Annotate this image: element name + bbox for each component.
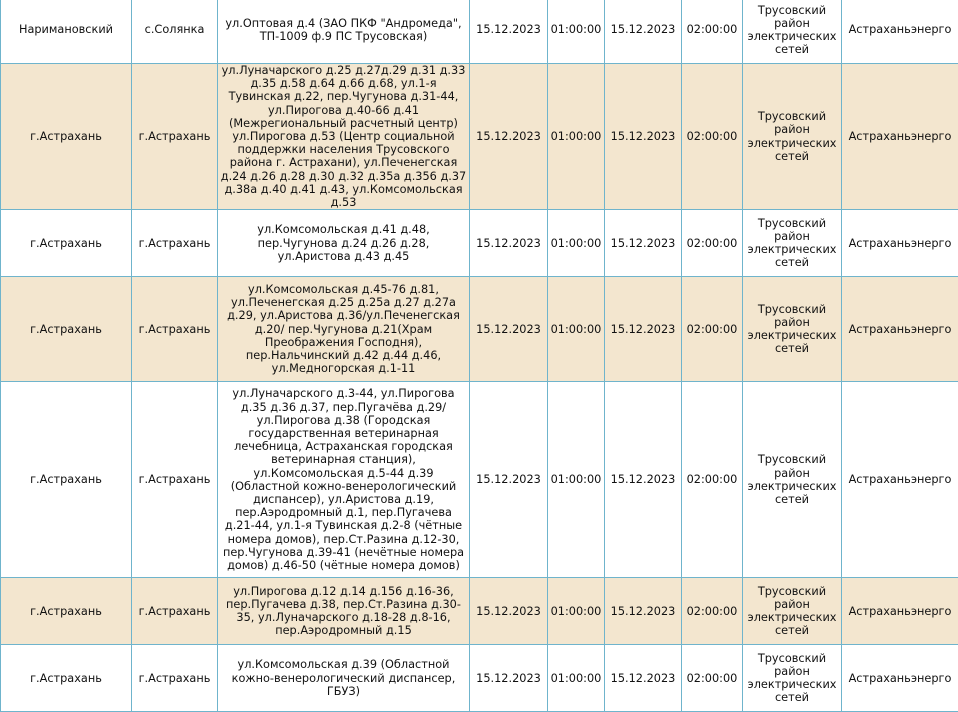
table-row <box>1 382 958 578</box>
end-date-cell: 15.12.2023 <box>605 64 682 210</box>
address-cell: ул.Оптовая д.4 (ЗАО ПКФ "Андромеда", ТП-1009 ф.9 ПС Трусовская) <box>218 0 470 64</box>
company-cell: Астраханьэнерго <box>842 64 958 210</box>
district-cell: Наримановский <box>1 0 132 64</box>
settlement-cell: г.Астрахань <box>132 645 218 712</box>
network-cell: Трусовский район электрических сетей <box>743 210 842 277</box>
start-date-cell: 15.12.2023 <box>470 64 548 210</box>
district-cell: г.Астрахань <box>1 210 132 277</box>
start-date-cell: 15.12.2023 <box>470 645 548 712</box>
network-cell: Трусовский район электрических сетей <box>743 645 842 712</box>
end-date-cell: 15.12.2023 <box>605 277 682 382</box>
table-row <box>1 0 958 64</box>
district-cell: г.Астрахань <box>1 578 132 645</box>
company-cell: Астраханьэнерго <box>842 645 958 712</box>
address-cell: ул.Комсомольская д.45-76 д.81, ул.Печенегская д.25 д.25а д.27 д.27а д.29, ул.Аристова д.36/ул.Печенегская д.20/ пер.Чугунова д.21(Храм Преображения Господня), пер.Нальчинский д.42 д.44 д.46, ул.Медногорская д.1-11 <box>218 277 470 382</box>
end-time-cell: 02:00:00 <box>682 645 743 712</box>
start-time-cell: 01:00:00 <box>548 277 605 382</box>
district-cell: г.Астрахань <box>1 645 132 712</box>
start-time-cell: 01:00:00 <box>548 64 605 210</box>
table-row <box>1 210 958 277</box>
end-date-cell: 15.12.2023 <box>605 0 682 64</box>
settlement-cell: с.Солянка <box>132 0 218 64</box>
network-cell: Трусовский район электрических сетей <box>743 578 842 645</box>
end-date-cell: 15.12.2023 <box>605 382 682 578</box>
district-cell: г.Астрахань <box>1 382 132 578</box>
end-time-cell: 02:00:00 <box>682 382 743 578</box>
start-time-cell: 01:00:00 <box>548 210 605 277</box>
start-time-cell: 01:00:00 <box>548 578 605 645</box>
end-date-cell: 15.12.2023 <box>605 578 682 645</box>
district-cell: г.Астрахань <box>1 277 132 382</box>
start-date-cell: 15.12.2023 <box>470 0 548 64</box>
start-time-cell: 01:00:00 <box>548 645 605 712</box>
network-cell: Трусовский район электрических сетей <box>743 277 842 382</box>
address-cell: ул.Луначарского д.25 д.27д.29 д.31 д.33 д.35 д.58 д.64 д.66 д.68, ул.1-я Тувинская д.22, пер.Чугунова д.31-44, ул.Пирогова д.40-66 д.41 (Межрегиональный расчетный центр) ул.Пирогова д.53 (Центр социальной поддержки населения Трусовского района г. Астрахани), ул.Печенегская д.24 д.26 д.28 д.30 д.32 д.35а д.356 д.37 д.38а д.40 д.41 д.43, ул.Комсомольская д.53 <box>218 64 470 210</box>
table-row <box>1 64 958 210</box>
company-cell: Астраханьэнерго <box>842 277 958 382</box>
table-row <box>1 645 958 712</box>
end-time-cell: 02:00:00 <box>682 277 743 382</box>
company-cell: Астраханьэнерго <box>842 382 958 578</box>
start-date-cell: 15.12.2023 <box>470 382 548 578</box>
address-cell: ул.Луначарского д.3-44, ул.Пирогова д.35 д.36 д.37, пер.Пугачёва д.29/ ул.Пирогова д.38 (Городская государственная ветеринарная лечебница, Астраханская городская ветеринарная станция), ул.Комсомольская д.5-44 д.39 (Областной кожно-венерологический диспансер), ул.Аристова д.19, пер.Аэродромный д.1, пер.Пугачева д.21-44, ул.1-я Тувинская д.2-8 (чётные номера домов), пер.Ст.Разина д.12-30, пер.Чугунова д.39-41 (нечётные номера домов) д.46-50 (чётные номера домов) <box>218 382 470 578</box>
end-time-cell: 02:00:00 <box>682 210 743 277</box>
end-date-cell: 15.12.2023 <box>605 210 682 277</box>
settlement-cell: г.Астрахань <box>132 64 218 210</box>
settlement-cell: г.Астрахань <box>132 382 218 578</box>
end-time-cell: 02:00:00 <box>682 64 743 210</box>
settlement-cell: г.Астрахань <box>132 277 218 382</box>
start-date-cell: 15.12.2023 <box>470 210 548 277</box>
end-time-cell: 02:00:00 <box>682 578 743 645</box>
start-time-cell: 01:00:00 <box>548 0 605 64</box>
table-row <box>1 578 958 645</box>
company-cell: Астраханьэнерго <box>842 0 958 64</box>
company-cell: Астраханьэнерго <box>842 210 958 277</box>
end-date-cell: 15.12.2023 <box>605 645 682 712</box>
network-cell: Трусовский район электрических сетей <box>743 382 842 578</box>
start-date-cell: 15.12.2023 <box>470 277 548 382</box>
district-cell: г.Астрахань <box>1 64 132 210</box>
start-time-cell: 01:00:00 <box>548 382 605 578</box>
company-cell: Астраханьэнерго <box>842 578 958 645</box>
settlement-cell: г.Астрахань <box>132 210 218 277</box>
start-date-cell: 15.12.2023 <box>470 578 548 645</box>
network-cell: Трусовский район электрических сетей <box>743 0 842 64</box>
address-cell: ул.Комсомольская д.39 (Областной кожно-венерологический диспансер, ГБУЗ) <box>218 645 470 712</box>
table-row <box>1 277 958 382</box>
end-time-cell: 02:00:00 <box>682 0 743 64</box>
settlement-cell: г.Астрахань <box>132 578 218 645</box>
address-cell: ул.Пирогова д.12 д.14 д.156 д.16-36, пер.Пугачева д.38, пер.Ст.Разина д.30-35, ул.Луначарского д.18-28 д.8-16, пер.Аэродромный д.15 <box>218 578 470 645</box>
network-cell: Трусовский район электрических сетей <box>743 64 842 210</box>
address-cell: ул.Комсомольская д.41 д.48, пер.Чугунова д.24 д.26 д.28, ул.Аристова д.43 д.45 <box>218 210 470 277</box>
